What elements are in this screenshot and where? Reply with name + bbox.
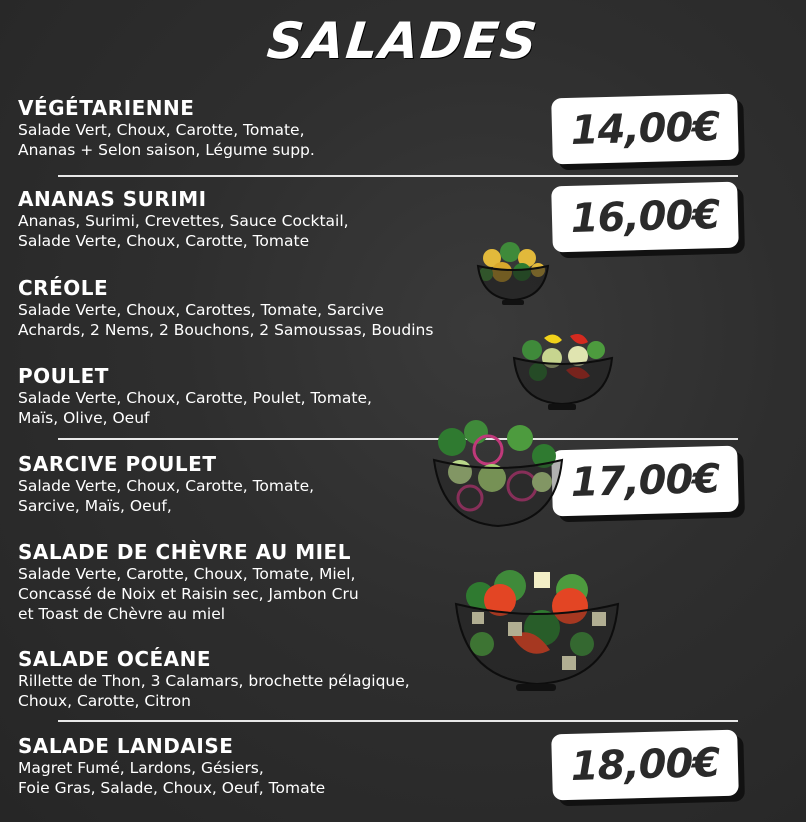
item-desc-line: Achards, 2 Nems, 2 Bouchons, 2 Samoussas, Boudins: [18, 321, 434, 339]
price-tag-14: [551, 94, 739, 165]
item-name: VÉGÉTARIENNE: [18, 96, 195, 120]
item-desc-line: Salade Verte, Choux, Carottes, Tomate, Sarcive: [18, 301, 384, 319]
item-desc-line: Salade Verte, Choux, Carotte, Tomate: [18, 232, 310, 250]
menu-item-ananas-surimi: [18, 187, 349, 251]
price-tag-16: [551, 182, 739, 253]
item-name: SALADE LANDAISE: [18, 734, 234, 758]
item-desc-line: Salade Vert, Choux, Carotte, Tomate,: [18, 121, 305, 139]
item-name: CRÉOLE: [18, 276, 109, 300]
menu-item-oceane: [18, 647, 410, 711]
item-desc-line: Ananas + Selon saison, Légume supp.: [18, 141, 315, 159]
item-desc-line: Choux, Carotte, Citron: [18, 692, 191, 710]
item-desc-line: Foie Gras, Salade, Choux, Oeuf, Tomate: [18, 779, 326, 797]
item-name: POULET: [18, 364, 109, 388]
tomato-cheese-salad-bowl-icon: [452, 566, 622, 696]
price-value: 18,00€: [570, 740, 720, 790]
menu-item-sarcive-poulet: [18, 452, 314, 516]
price-tag-18: [551, 730, 739, 801]
item-desc-line: Sarcive, Maïs, Oeuf,: [18, 497, 172, 515]
section-divider: [58, 438, 738, 440]
price-value: 17,00€: [570, 456, 720, 506]
item-name: ANANAS SURIMI: [18, 187, 207, 211]
item-desc-line: et Toast de Chèvre au miel: [18, 605, 226, 623]
menu-item-landaise: [18, 734, 325, 798]
menu-item-poulet: [18, 364, 372, 428]
price-value: 14,00€: [570, 104, 720, 154]
cucumber-onion-salad-bowl-icon: [430, 416, 566, 534]
section-divider: [58, 720, 738, 722]
item-name: SALADE DE CHÈVRE AU MIEL: [18, 540, 351, 564]
item-desc-line: Salade Verte, Choux, Carotte, Tomate,: [18, 477, 315, 495]
item-desc-line: Magret Fumé, Lardons, Gésiers,: [18, 759, 264, 777]
pasta-salad-bowl-icon: [472, 236, 554, 308]
menu-item-vegetarienne: [18, 96, 315, 160]
item-desc-line: Maïs, Olive, Oeuf: [18, 409, 150, 427]
item-desc-line: Rillette de Thon, 3 Calamars, brochette pélagique,: [18, 672, 410, 690]
pepper-salad-bowl-icon: [508, 326, 616, 416]
item-desc-line: Concassé de Noix et Raisin sec, Jambon Cru: [18, 585, 359, 603]
price-tag-17: [551, 446, 739, 517]
menu-item-chevre-miel: [18, 540, 359, 624]
item-name: SARCIVE POULET: [18, 452, 217, 476]
item-desc-line: Salade Verte, Choux, Carotte, Poulet, Tomate,: [18, 389, 372, 407]
item-desc-line: Salade Verte, Carotte, Choux, Tomate, Miel,: [18, 565, 356, 583]
menu-title: SALADES: [264, 12, 542, 70]
menu-item-creole: [18, 276, 433, 340]
item-desc-line: Ananas, Surimi, Crevettes, Sauce Cocktail,: [18, 212, 349, 230]
section-divider: [58, 175, 738, 177]
item-name: SALADE OCÉANE: [18, 647, 212, 671]
price-value: 16,00€: [570, 192, 720, 242]
